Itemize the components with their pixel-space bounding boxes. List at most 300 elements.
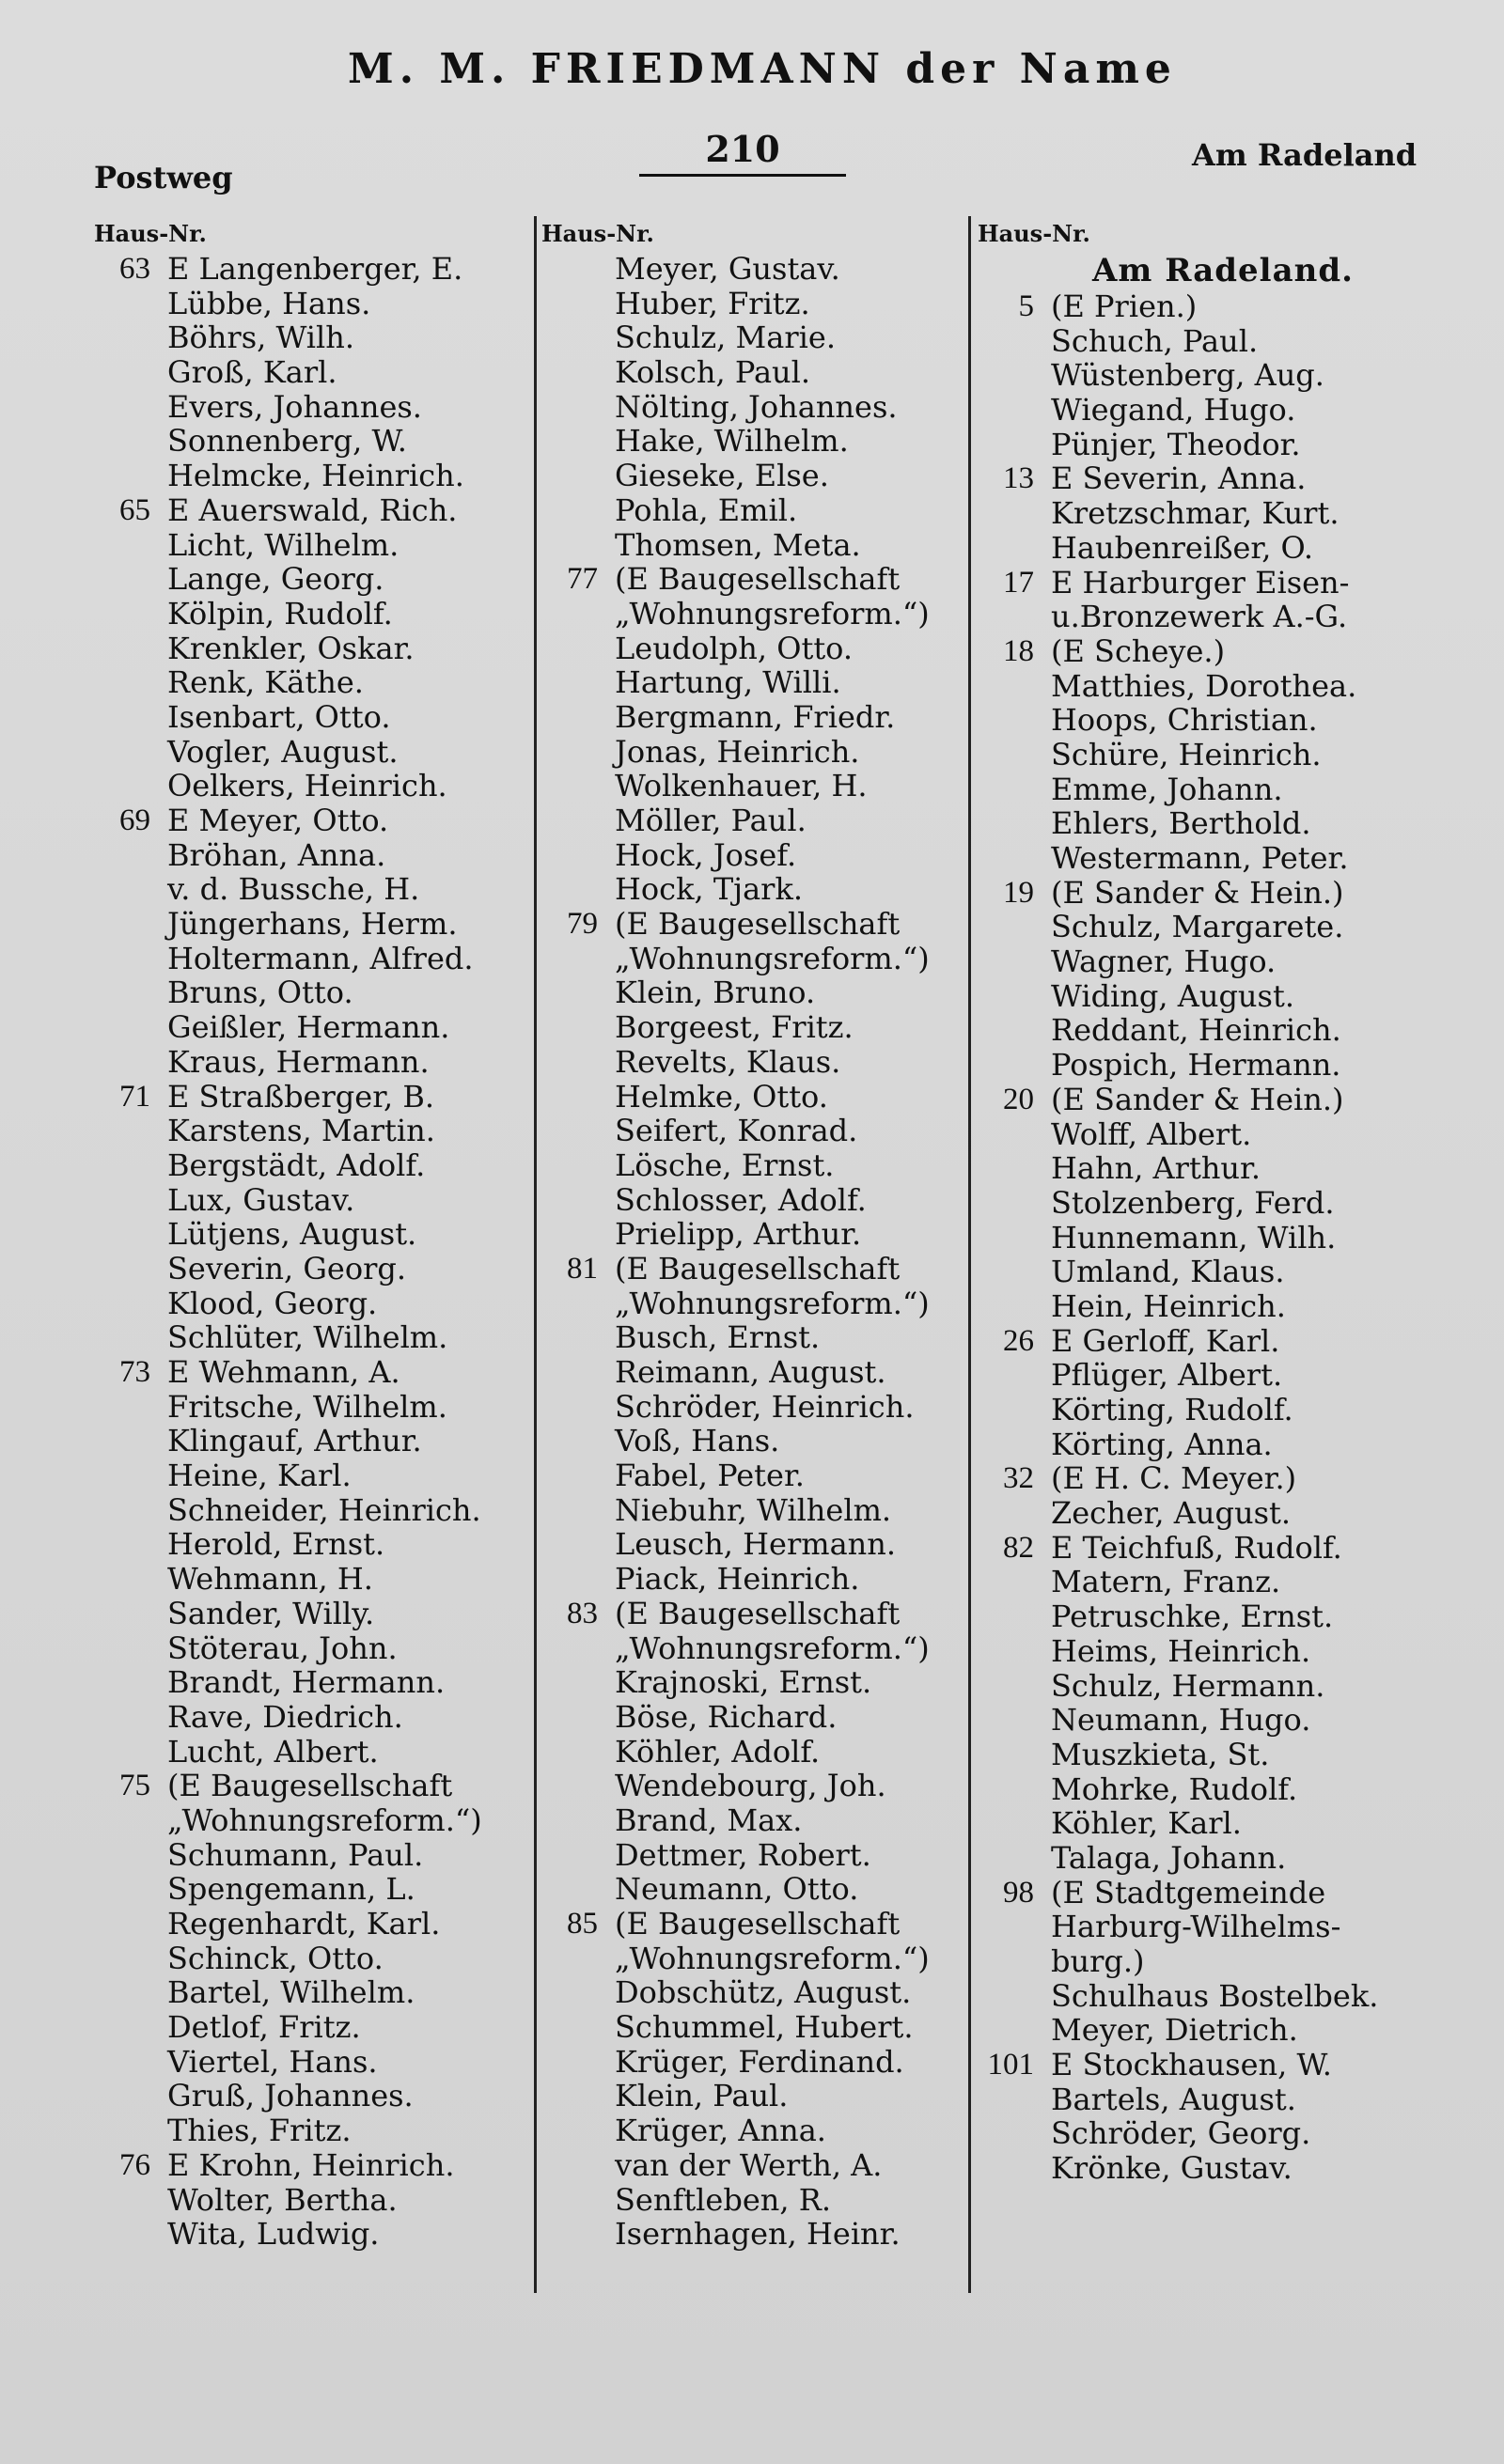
directory-entry — [90, 1355, 532, 1390]
resident-name: Sonnenberg, W. — [167, 424, 407, 460]
directory-entry — [974, 2116, 1472, 2151]
directory-entry — [538, 700, 970, 735]
resident-name: Revelts, Klaus. — [615, 1044, 841, 1080]
resident-name: Schüre, Heinrich. — [1051, 737, 1322, 772]
resident-name: Pünjer, Theodor. — [1051, 427, 1301, 462]
directory-entry — [974, 634, 1472, 669]
directory-entry — [538, 1942, 970, 1976]
resident-name: Kölpin, Rudolf. — [167, 596, 393, 632]
resident-name: Renk, Käthe. — [167, 665, 364, 700]
resident-name: Borgeest, Fritz. — [615, 1010, 854, 1045]
resident-name: E Severin, Anna. — [1051, 461, 1307, 497]
directory-entry — [974, 600, 1472, 634]
directory-entry — [974, 1634, 1472, 1669]
directory-entry — [538, 1424, 970, 1458]
directory-entry — [538, 2148, 970, 2183]
resident-name: Böhrs, Wilh. — [167, 320, 355, 356]
resident-name: Dettmer, Robert. — [615, 1837, 871, 1873]
resident-name: Rave, Diedrich. — [167, 1699, 403, 1735]
directory-entry — [90, 1458, 532, 1493]
directory-entry — [538, 632, 970, 666]
column-header: Haus-Nr. — [541, 220, 654, 247]
house-number: 65 — [119, 492, 150, 527]
directory-entry — [90, 1320, 532, 1355]
directory-entry — [538, 1735, 970, 1770]
resident-name: Klood, Georg. — [167, 1286, 378, 1321]
directory-entry — [90, 1252, 532, 1287]
directory-entry — [974, 738, 1472, 772]
resident-name: Kretzschmar, Kurt. — [1051, 496, 1340, 531]
directory-entry — [538, 1597, 970, 1631]
directory-entry — [90, 320, 532, 355]
directory-entry — [974, 2048, 1472, 2082]
resident-name: Bartel, Wilhelm. — [167, 1975, 415, 2011]
resident-name: Voß, Hans. — [615, 1424, 780, 1459]
directory-entry — [538, 665, 970, 700]
resident-name: Dobschütz, August. — [615, 1975, 912, 2011]
resident-name: Brandt, Hermann. — [167, 1665, 446, 1700]
page-number: 210 — [639, 128, 846, 177]
resident-name: Severin, Georg. — [167, 1251, 407, 1287]
resident-name: Huber, Fritz. — [615, 286, 810, 321]
directory-entry — [974, 944, 1472, 979]
resident-name: Hock, Josef. — [615, 837, 797, 873]
resident-name: Wita, Ludwig. — [167, 2217, 380, 2252]
directory-entry — [538, 597, 970, 632]
house-number: 85 — [567, 1907, 598, 1941]
directory-entry — [90, 1803, 532, 1838]
resident-name: (E Baugesellschaft — [615, 907, 901, 942]
directory-entry — [974, 2013, 1472, 2048]
resident-name: Bartels, August. — [1051, 2082, 1296, 2117]
resident-name: Hake, Wilhelm. — [615, 424, 849, 460]
resident-name: (E Baugesellschaft — [167, 1769, 453, 1803]
resident-name: Bergstädt, Adolf. — [167, 1147, 426, 1183]
directory-entry — [974, 1221, 1472, 1255]
directory-entry — [538, 1838, 970, 1873]
resident-name: Licht, Wilhelm. — [167, 527, 400, 563]
directory-entry — [538, 390, 970, 425]
resident-name: „Wohnungsreform.“) — [615, 1286, 930, 1321]
resident-name: Detlof, Fritz. — [167, 2010, 361, 2045]
directory-entry — [90, 252, 532, 287]
resident-name: Haubenreißer, O. — [1051, 530, 1314, 566]
directory-entry — [90, 1080, 532, 1115]
directory-entry — [90, 1735, 532, 1770]
resident-name: Pohla, Emil. — [615, 492, 798, 528]
directory-entry — [974, 428, 1472, 462]
directory-entry — [974, 1117, 1472, 1152]
directory-entry — [90, 1769, 532, 1803]
directory-entry — [90, 1838, 532, 1873]
directory-entry — [538, 459, 970, 493]
directory-entry — [538, 735, 970, 770]
resident-name: Seifert, Konrad. — [615, 1114, 858, 1148]
directory-entry — [974, 358, 1472, 393]
directory-entry — [538, 2079, 970, 2113]
directory-entry — [90, 1217, 532, 1252]
column-2 — [538, 216, 970, 2293]
house-number: 71 — [119, 1079, 150, 1114]
resident-name: Nölting, Johannes. — [615, 389, 898, 425]
resident-name: Regenhardt, Karl. — [167, 1907, 441, 1942]
resident-name: E Meyer, Otto. — [167, 803, 389, 838]
resident-name: Niebuhr, Wilhelm. — [615, 1492, 892, 1528]
directory-entry — [538, 975, 970, 1010]
directory-entry — [90, 838, 532, 873]
directory-entry — [90, 1597, 532, 1631]
resident-name: E Langenberger, E. — [167, 252, 463, 287]
resident-name: Schinck, Otto. — [167, 1941, 384, 1976]
directory-entry — [90, 2148, 532, 2183]
resident-name: Lütjens, August. — [167, 1217, 417, 1252]
resident-name: (E Scheye.) — [1051, 633, 1226, 669]
resident-name: Hahn, Arthur. — [1051, 1151, 1261, 1186]
directory-entry — [974, 461, 1472, 496]
directory-entry — [974, 1427, 1472, 1462]
directory-entry — [974, 806, 1472, 841]
directory-entry — [974, 910, 1472, 944]
resident-name: „Wohnungsreform.“) — [615, 1941, 930, 1976]
resident-name: Meyer, Dietrich. — [1051, 2013, 1298, 2049]
directory-entry — [90, 1045, 532, 1080]
directory-entry — [90, 287, 532, 321]
directory-entry — [974, 1841, 1472, 1876]
directory-entry — [538, 1975, 970, 2010]
resident-name: Leusch, Hermann. — [615, 1527, 897, 1563]
resident-name: Fritsche, Wilhelm. — [167, 1389, 447, 1425]
resident-name: Schulhaus Bostelbek. — [1051, 1978, 1379, 2014]
directory-entry — [538, 769, 970, 803]
directory-entry — [538, 1769, 970, 1803]
resident-name: v. d. Bussche, H. — [167, 872, 420, 908]
directory-entry — [538, 287, 970, 321]
directory-entry — [90, 1665, 532, 1700]
house-number: 13 — [1003, 461, 1034, 496]
directory-entry — [90, 632, 532, 666]
resident-name: Muszkieta, St. — [1051, 1737, 1270, 1772]
resident-name: Viertel, Hans. — [167, 2044, 378, 2080]
directory-entry — [90, 1631, 532, 1666]
resident-name: Klein, Paul. — [615, 2079, 789, 2114]
directory-entry — [974, 669, 1472, 704]
directory-entry — [974, 1531, 1472, 1566]
directory-entry — [974, 393, 1472, 428]
house-number: 98 — [1003, 1875, 1034, 1910]
resident-name: Möller, Paul. — [615, 803, 807, 838]
resident-name: (E Baugesellschaft — [615, 1251, 901, 1287]
resident-name: Busch, Ernst. — [615, 1320, 821, 1355]
resident-name: Piack, Heinrich. — [615, 1562, 860, 1597]
directory-entry — [90, 1907, 532, 1942]
resident-name: Herold, Ernst. — [167, 1527, 385, 1563]
resident-name: Bröhan, Anna. — [167, 837, 386, 873]
resident-name: Heims, Heinrich. — [1051, 1633, 1311, 1669]
directory-entry — [90, 1872, 532, 1907]
directory-entry — [538, 424, 970, 459]
resident-name: Gruß, Johannes. — [167, 2079, 414, 2114]
column-divider — [534, 216, 537, 2293]
running-head-right: Am Radeland — [1192, 137, 1418, 173]
resident-name: Sander, Willy. — [167, 1596, 375, 1631]
street-title: Am Radeland. — [1092, 252, 1354, 289]
directory-entry — [538, 1320, 970, 1355]
house-number: 83 — [567, 1596, 598, 1630]
resident-name: Hunnemann, Wilh. — [1051, 1220, 1337, 1255]
directory-entry — [538, 1010, 970, 1045]
directory-entry — [974, 772, 1472, 807]
resident-name: (E Sander & Hein.) — [1051, 875, 1344, 911]
directory-entry — [538, 252, 970, 287]
directory-entry — [90, 1183, 532, 1218]
resident-name: Lösche, Ernst. — [615, 1147, 835, 1183]
directory-entry — [538, 1183, 970, 1218]
directory-entry — [90, 975, 532, 1010]
directory-entry — [974, 1083, 1472, 1117]
resident-name: Reddant, Heinrich. — [1051, 1013, 1341, 1049]
resident-name: Oelkers, Heinrich. — [167, 769, 447, 803]
directory-entry — [538, 1562, 970, 1597]
directory-entry — [90, 597, 532, 632]
directory-entry — [538, 1458, 970, 1493]
resident-name: Körting, Anna. — [1051, 1427, 1273, 1462]
resident-name: Matern, Franz. — [1051, 1565, 1281, 1600]
house-number: 5 — [1018, 289, 1034, 323]
directory-entry — [90, 2010, 532, 2045]
directory-entry — [538, 1045, 970, 1080]
directory-entry — [90, 1390, 532, 1425]
directory-entry — [974, 2151, 1472, 2186]
resident-name: Leudolph, Otto. — [615, 631, 854, 666]
resident-name: Lübbe, Hans. — [167, 286, 371, 321]
resident-name: Bruns, Otto. — [167, 975, 353, 1011]
resident-name: Zecher, August. — [1051, 1496, 1292, 1531]
resident-name: Kolsch, Paul. — [615, 355, 811, 390]
directory-entry — [90, 942, 532, 976]
resident-name: E Gerloff, Karl. — [1051, 1323, 1280, 1359]
directory-entry — [974, 1979, 1472, 2014]
resident-name: burg.) — [1051, 1944, 1145, 1979]
directory-entry — [974, 2082, 1472, 2117]
resident-name: Klein, Bruno. — [615, 975, 816, 1011]
directory-entry — [538, 493, 970, 528]
resident-name: Bergmann, Friedr. — [615, 699, 896, 735]
resident-name: (E Prien.) — [1051, 289, 1198, 324]
directory-entry — [90, 424, 532, 459]
resident-name: Wendebourg, Joh. — [615, 1769, 886, 1803]
directory-entry — [974, 1186, 1472, 1221]
resident-name: Krenkler, Oskar. — [167, 631, 415, 666]
directory-entry — [90, 872, 532, 907]
directory-entry — [538, 1631, 970, 1666]
resident-name: Schulz, Hermann. — [1051, 1668, 1325, 1704]
column-3 — [974, 216, 1472, 2293]
resident-name: Hock, Tjark. — [615, 872, 804, 908]
resident-name: Reimann, August. — [615, 1355, 886, 1390]
directory-entry — [974, 1772, 1472, 1807]
resident-name: Ehlers, Berthold. — [1051, 806, 1311, 841]
resident-name: van der Werth, A. — [615, 2147, 883, 2183]
directory-entry — [538, 1080, 970, 1115]
resident-name: Fabel, Peter. — [615, 1458, 805, 1493]
resident-name: (E Baugesellschaft — [615, 1596, 901, 1631]
resident-name: Schröder, Georg. — [1051, 2116, 1311, 2152]
directory-entry — [90, 769, 532, 803]
directory-entry — [90, 2217, 532, 2252]
directory-entry — [90, 1975, 532, 2010]
directory-entry — [90, 1114, 532, 1148]
directory-entry — [90, 562, 532, 597]
directory-entry — [974, 1876, 1472, 1910]
house-number: 73 — [119, 1355, 150, 1389]
resident-name: Mohrke, Rudolf. — [1051, 1771, 1298, 1807]
resident-name: Kraus, Hermann. — [167, 1044, 430, 1080]
house-number: 82 — [1003, 1530, 1034, 1565]
house-number: 101 — [987, 2048, 1034, 2082]
directory-entry — [538, 1287, 970, 1321]
resident-name: Holtermann, Alfred. — [167, 941, 474, 976]
resident-name: Harburg-Wilhelms- — [1051, 1910, 1341, 1944]
directory-entry — [538, 803, 970, 838]
resident-name: Neumann, Otto. — [615, 1872, 859, 1907]
resident-name: Klingauf, Arthur. — [167, 1424, 422, 1459]
directory-entry — [90, 1493, 532, 1528]
column-header: Haus-Nr. — [94, 220, 207, 247]
directory-entry — [90, 1562, 532, 1597]
directory-entry — [538, 2045, 970, 2080]
resident-name: Schuch, Paul. — [1051, 323, 1259, 359]
resident-name: Hartung, Willi. — [615, 665, 841, 700]
directory-entry — [90, 1527, 532, 1562]
resident-name: „Wohnungsreform.“) — [615, 941, 930, 976]
resident-name: Hoops, Christian. — [1051, 703, 1318, 738]
house-number: 18 — [1003, 633, 1034, 668]
resident-name: Krönke, Gustav. — [1051, 2151, 1292, 2186]
directory-entry — [538, 2010, 970, 2045]
resident-name: Gieseke, Else. — [615, 459, 829, 493]
resident-name: (E Sander & Hein.) — [1051, 1082, 1344, 1117]
resident-name: Widing, August. — [1051, 978, 1294, 1014]
directory-entry — [974, 1738, 1472, 1772]
directory-entry — [90, 355, 532, 390]
resident-name: E Straßberger, B. — [167, 1079, 435, 1115]
directory-entry — [974, 496, 1472, 531]
directory-entry — [90, 2183, 532, 2218]
directory-entry — [974, 324, 1472, 359]
house-number: 19 — [1003, 875, 1034, 910]
resident-name: Pflüger, Albert. — [1051, 1358, 1283, 1393]
house-number: 17 — [1003, 565, 1034, 600]
resident-name: Schummel, Hubert. — [615, 2010, 914, 2045]
directory-entry — [538, 1114, 970, 1148]
directory-entry — [538, 528, 970, 563]
house-number: 77 — [567, 562, 598, 597]
resident-name: Wolff, Albert. — [1051, 1116, 1252, 1152]
directory-entry — [538, 2113, 970, 2148]
resident-name: Talaga, Johann. — [1051, 1840, 1287, 1876]
resident-name: „Wohnungsreform.“) — [167, 1802, 482, 1838]
directory-entry — [974, 531, 1472, 566]
directory-entry — [974, 1496, 1472, 1531]
resident-name: Schulz, Margarete. — [1051, 910, 1344, 945]
directory-entry — [538, 1217, 970, 1252]
directory-entry — [90, 2113, 532, 2148]
house-number: 63 — [119, 252, 150, 286]
resident-name: Helmcke, Heinrich. — [167, 459, 464, 493]
directory-entry — [90, 493, 532, 528]
resident-name: Wolkenhauer, H. — [615, 769, 868, 803]
directory-entry — [90, 390, 532, 425]
resident-name: Isenbart, Otto. — [167, 699, 391, 735]
directory-entry — [538, 1252, 970, 1287]
directory-entry — [538, 1665, 970, 1700]
directory-entry — [974, 1565, 1472, 1599]
resident-name: (E Baugesellschaft — [615, 1907, 901, 1942]
resident-name: Heine, Karl. — [167, 1458, 352, 1493]
directory-entry — [974, 1703, 1472, 1738]
house-number: 26 — [1003, 1323, 1034, 1358]
directory-entry — [538, 1700, 970, 1735]
directory-entry — [974, 876, 1472, 911]
directory-entry — [974, 289, 1472, 324]
resident-name: Geißler, Hermann. — [167, 1010, 450, 1045]
resident-name: Lux, Gustav. — [167, 1182, 355, 1218]
resident-name: Lucht, Albert. — [167, 1734, 379, 1770]
resident-name: Petruschke, Ernst. — [1051, 1599, 1334, 1634]
directory-entry — [538, 1527, 970, 1562]
resident-name: Wehmann, H. — [167, 1562, 373, 1597]
resident-name: E Wehmann, A. — [167, 1355, 400, 1390]
directory-entry — [90, 803, 532, 838]
resident-name: Emme, Johann. — [1051, 772, 1283, 807]
resident-name: Evers, Johannes. — [167, 389, 422, 425]
resident-name: Körting, Rudolf. — [1051, 1393, 1293, 1427]
resident-name: Neumann, Hugo. — [1051, 1703, 1311, 1738]
resident-name: Helmke, Otto. — [615, 1079, 828, 1115]
house-number: 20 — [1003, 1082, 1034, 1116]
directory-entry — [90, 700, 532, 735]
directory-entry — [974, 1013, 1472, 1048]
directory-entry — [974, 1669, 1472, 1704]
resident-name: Thomsen, Meta. — [615, 527, 861, 563]
column-header: Haus-Nr. — [978, 220, 1090, 247]
directory-entry — [538, 1493, 970, 1528]
directory-entry — [90, 1148, 532, 1183]
directory-entry — [538, 1872, 970, 1907]
directory-entry — [538, 562, 970, 597]
resident-name: Matthies, Dorothea. — [1051, 668, 1357, 704]
resident-name: Umland, Klaus. — [1051, 1255, 1285, 1289]
directory-entry — [974, 841, 1472, 876]
directory-entry — [538, 907, 970, 942]
resident-name: Stöterau, John. — [167, 1630, 398, 1666]
resident-name: Krajnoski, Ernst. — [615, 1665, 872, 1700]
directory-entry — [538, 838, 970, 873]
directory-entry — [538, 2183, 970, 2218]
resident-name: Schlüter, Wilhelm. — [167, 1320, 448, 1355]
resident-name: (E Stadtgemeinde — [1051, 1875, 1326, 1910]
resident-name: Schlosser, Adolf. — [615, 1182, 867, 1218]
house-number: 69 — [119, 803, 150, 837]
resident-name: Isernhagen, Heinr. — [615, 2217, 901, 2252]
running-head-left: Postweg — [94, 160, 233, 195]
directory-entry — [974, 1048, 1472, 1083]
resident-name: Jüngerhans, Herm. — [167, 907, 458, 942]
resident-name: Groß, Karl. — [167, 355, 337, 390]
resident-name: Schumann, Paul. — [167, 1837, 424, 1873]
resident-name: Meyer, Gustav. — [615, 252, 840, 287]
house-number: 76 — [119, 2147, 150, 2182]
